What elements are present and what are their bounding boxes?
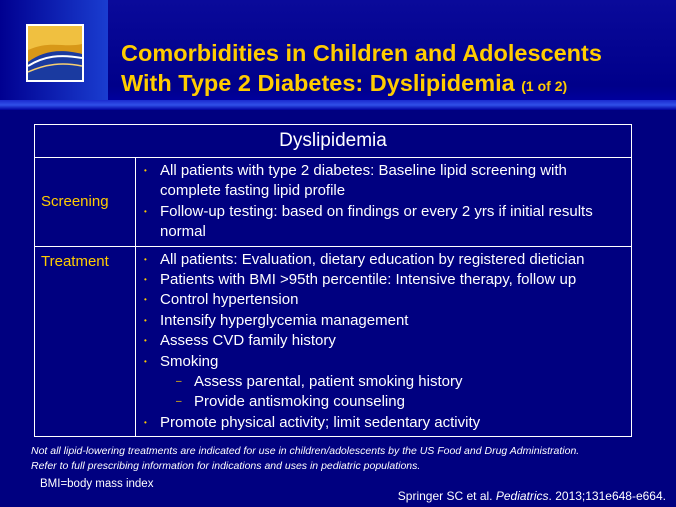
title-part-indicator: (1 of 2) (521, 78, 568, 94)
title-line-1: Comorbidities in Children and Adolescents (121, 40, 602, 66)
dash-bullet-icon: – (176, 376, 182, 388)
screening-list (142, 161, 627, 243)
table-row-treatment (35, 246, 632, 437)
title-line-2: With Type 2 Diabetes: Dyslipidemia (121, 70, 515, 96)
list-item (142, 331, 627, 351)
sub-list-item-text: Assess parental, patient smoking history (194, 373, 463, 391)
table-row-screening (35, 158, 632, 247)
wave-logo-icon (26, 24, 84, 82)
header-divider (0, 100, 676, 110)
bullet-dot-icon: • (144, 275, 147, 285)
list-item-text: Smoking (160, 352, 219, 370)
table-heading: Dyslipidemia (35, 125, 632, 158)
list-item (142, 290, 627, 310)
citation (398, 489, 666, 503)
sub-list-item (176, 392, 627, 412)
row-label-screening: Screening (35, 158, 136, 247)
citation-authors: Springer SC et al. (397, 489, 493, 503)
abbreviation-note: BMI=body mass index (40, 478, 154, 490)
footnote-line-2: Refer to full prescribing information for indications and uses in pediatric populations. (31, 460, 421, 472)
list-item (142, 413, 627, 433)
bullet-dot-icon: • (144, 315, 147, 325)
bullet-dot-icon: • (144, 254, 147, 264)
list-item-text: All patients with type 2 diabetes: Baseline lipid screening with complete fasting lipid profile (160, 162, 567, 200)
screening-cell (136, 158, 632, 247)
list-item (142, 202, 627, 243)
treatment-cell (136, 246, 632, 437)
footnote (31, 444, 661, 474)
list-item (142, 311, 627, 331)
footnote-line-1: Not all lipid-lowering treatments are indicated for use in children/adolescents by the US Food and Drug Administration. (31, 445, 580, 457)
row-label-treatment: Treatment (35, 246, 136, 437)
citation-journal: Pediatrics (495, 489, 549, 503)
sub-list-item-text: Provide antismoking counseling (194, 393, 405, 411)
slide-title (121, 38, 671, 101)
bullet-dot-icon: • (144, 417, 147, 427)
list-item (142, 161, 627, 202)
sub-list-item (176, 372, 627, 392)
bullet-dot-icon: • (144, 295, 147, 305)
treatment-list (142, 250, 627, 434)
list-item-text: Follow-up testing: based on findings or every 2 yrs if initial results normal (160, 202, 593, 241)
list-item-text: Assess CVD family history (160, 332, 336, 350)
dash-bullet-icon: – (176, 396, 182, 408)
list-item-text: Intensify hyperglycemia management (160, 311, 409, 329)
bullet-dot-icon: • (144, 356, 147, 366)
bullet-dot-icon: • (144, 206, 147, 216)
bullet-dot-icon: • (144, 336, 147, 346)
list-item-text: All patients: Evaluation, dietary education by registered dietician (160, 250, 585, 268)
list-item-text: Patients with BMI >95th percentile: Intensive therapy, follow up (160, 271, 577, 289)
dyslipidemia-table (34, 124, 632, 437)
list-item-text: Promote physical activity; limit sedentary activity (160, 413, 481, 431)
citation-details: . 2013;131e648-e664. (548, 489, 666, 503)
list-item (142, 352, 627, 413)
list-item-text: Control hypertension (160, 291, 299, 309)
list-item (142, 270, 627, 290)
bullet-dot-icon: • (144, 166, 147, 175)
smoking-sublist (160, 372, 627, 413)
list-item (142, 250, 627, 270)
